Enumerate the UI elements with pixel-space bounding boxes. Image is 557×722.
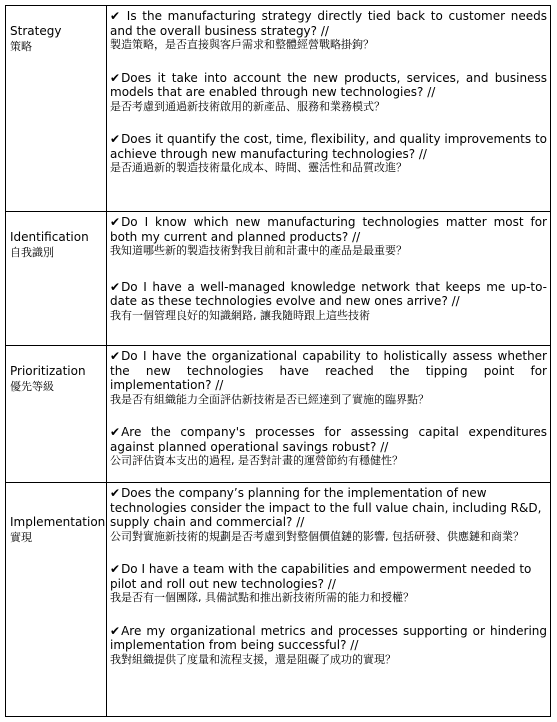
question-text-zh: 是否通過新的製造技術量化成本、時間、靈活性和品質改進？	[110, 161, 407, 174]
question-item	[110, 624, 547, 668]
question-item	[110, 132, 547, 176]
table-row-identification	[6, 212, 551, 346]
question-text-en: Do I have a well-managed knowledge network that keeps me up-to-date as these technologies evolve and new ones arrive? //	[110, 279, 547, 308]
question-text-en: Does the company’s planning for the implementation of new technologies consider the impact to the full value chain, including R&D, supply chain and commercial? //	[110, 486, 542, 529]
category-label-zh: 自我識別	[10, 246, 54, 259]
check-mark-icon: ✔	[110, 486, 121, 500]
question-text-en: Do I know which new manufacturing technologies matter most for both my current and planned products? //	[110, 215, 547, 244]
check-mark-icon: ✔	[110, 349, 121, 363]
question-text-zh: 我知道哪些新的製造技術對我目前和計畫中的產品是最重要？	[110, 244, 407, 257]
category-cell	[6, 6, 107, 212]
question-item	[110, 9, 547, 53]
question-item	[110, 71, 547, 115]
question-item	[110, 486, 547, 544]
questions-cell	[107, 212, 551, 346]
table-row-implementation	[6, 483, 551, 717]
category-label-en: Strategy	[10, 24, 62, 38]
questions-cell	[107, 6, 551, 212]
check-mark-icon: ✔	[110, 623, 121, 638]
question-text-en: Does it take into account the new products, services, and business models that are enabled through new technologies? //	[110, 70, 547, 99]
question-text-zh: 我有一個管理良好的知識網路, 讓我隨時跟上這些技術	[110, 308, 370, 322]
checklist-table	[5, 5, 551, 717]
check-mark-icon: ✔	[110, 562, 121, 576]
check-mark-icon: ✔	[110, 70, 121, 85]
check-mark-icon: ✔	[110, 215, 121, 229]
question-text-zh: 製造策略，是否直接與客戶需求和整體經營戰略掛鉤？	[110, 38, 374, 51]
category-label-zh: 實現	[10, 531, 32, 544]
check-mark-icon: ✔	[110, 132, 121, 146]
question-text-zh: 我對組織提供了度量和流程支援，還是阻礙了成功的實現？	[110, 652, 396, 666]
category-label-zh: 優先等級	[10, 380, 54, 393]
questions-cell	[107, 346, 551, 483]
question-item	[110, 562, 547, 606]
question-text-zh: 我是否有一個團隊, 具備試點和推出新技術所需的能力和授權？	[110, 591, 414, 604]
table-row-prioritization	[6, 346, 551, 483]
question-text-en: Do I have the organizational capability to holistically assess whether the new technologies have reached the tipping point for implementation? //	[110, 349, 547, 392]
question-text-en: Are the company's processes for assessing capital expenditures against planned operational savings robust? //	[110, 425, 547, 454]
question-item	[110, 425, 547, 469]
question-text-zh: 是否考慮到通過新技術啟用的新產品、服務和業務模式？	[110, 99, 385, 113]
table-row-strategy	[6, 6, 551, 212]
question-item	[110, 349, 547, 407]
category-label-en: Prioritization	[10, 364, 86, 378]
category-cell	[6, 212, 107, 346]
question-text-en: Does it quantify the cost, time, flexibility, and quality improvements to achieve through new manufacturing technologies? //	[110, 132, 547, 161]
question-text-en: Do I have a team with the capabilities and empowerment needed to pilot and roll out new technologies? //	[110, 562, 532, 591]
check-mark-icon: ✔	[110, 279, 121, 294]
check-mark-icon: ✔	[110, 9, 121, 23]
question-text-zh: 我是否有組織能力全面評估新技術是否已經達到了實施的臨界點？	[110, 392, 429, 406]
question-item	[110, 215, 547, 259]
category-cell	[6, 346, 107, 483]
category-label-zh: 策略	[10, 40, 32, 53]
category-cell	[6, 483, 107, 717]
category-label-en: Identification	[10, 230, 89, 244]
category-label-en: Implementation	[10, 515, 106, 529]
question-text-en: Is the manufacturing strategy directly tied back to customer needs and the overall business strategy? //	[110, 9, 547, 38]
checklist-document	[5, 5, 551, 716]
question-text-zh: 公司評估資本支出的過程, 是否對計畫的運營節約有穩健性？	[110, 454, 403, 467]
questions-cell	[107, 483, 551, 717]
question-item	[110, 280, 547, 324]
check-mark-icon: ✔	[110, 425, 121, 439]
question-text-zh: 公司對實施新技術的規劃是否考慮到對整個價值鏈的影響, 包括研發、供應鏈和商業？	[110, 529, 524, 543]
question-text-en: Are my organizational metrics and processes supporting or hindering implementation from being successful? //	[110, 623, 547, 652]
